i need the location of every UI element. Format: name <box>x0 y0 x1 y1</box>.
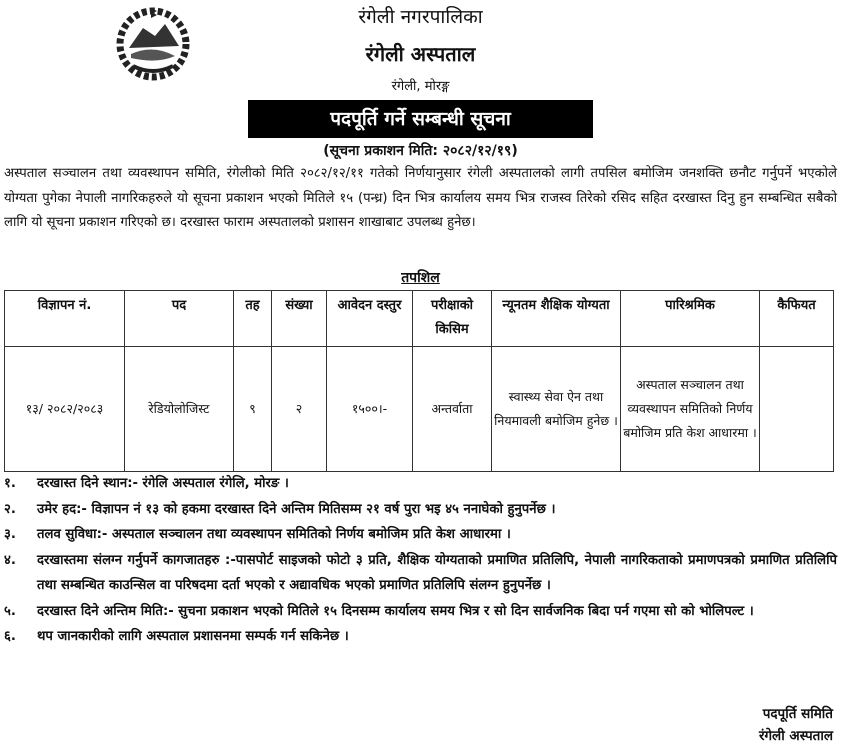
notes-list <box>4 471 837 650</box>
note-text: दरखास्त दिने स्थान:- रंगेलि अस्पताल रंगेलि, मोरङ । <box>37 476 289 491</box>
cell-count: २ <box>272 347 327 472</box>
header-post: पद <box>125 291 234 347</box>
cell-post: रेडियोलोजिस्ट <box>125 347 234 472</box>
cell-remarks <box>760 347 834 472</box>
note-number: ५. <box>4 603 16 619</box>
cell-fee: १५००।- <box>327 347 413 472</box>
vacancy-table <box>4 290 834 472</box>
note-text: दरखास्तमा संलग्न गर्नुपर्ने कागजातहरु :-पासपोर्ट साइजको फोटो ३ प्रति, शैक्षिक योग्यताको प्रमाणित प्रतिलिपि, नेपाली नागरिकताको प्रमाणपत्रको प्रमाणित प्रतिलिपि तथा सम्बन्धित काउन्सिल वा परिषदमा दर्ता भएको र अद्यावधिक भएको प्रमाणित प्रतिलिपि संलग्न हुनुपर्नेछ । <box>37 552 837 593</box>
note-text: तलव सुविधा:- अस्पताल सञ्चालन तथा व्यवस्थापन समितिको निर्णय बमोजिम प्रति केश आधारमा । <box>37 527 511 542</box>
header-fee: आवेदन दस्तुर <box>327 291 413 347</box>
table-row <box>5 347 834 472</box>
note-number: ६. <box>4 629 16 644</box>
header-level: तह <box>234 291 272 347</box>
note-number: ३. <box>4 527 16 542</box>
cell-remuneration: अस्पताल सञ्चालन तथा व्यवस्थापन समितिको निर्णय बमोजिम प्रति केश आधारमा । <box>621 347 760 472</box>
note-number: ४. <box>4 552 16 568</box>
note-text: उमेर हद:- विज्ञापन नं १३ को हकमा दरखास्त दिने अन्तिम मितिसम्म २१ वर्ष पुरा भइ ४५ ननाघेको हुनुपर्नेछ । <box>37 501 556 517</box>
intro-paragraph: अस्पताल सञ्चालन तथा व्यवस्थापन समिति, रंगेलीको मिति २०८२/१२/११ गतेको निर्णयानुसार रंगेली अस्पतालको लागी तपसिल बमोजिम जनशक्ति छनौट गर्नुपर्ने भएकोले योग्यता पुगेका नेपाली नागरिकहरुले यो सूचना प्रकाशन भएको मितिले १५ (पन्ध्र) दिन भित्र कार्यालय समय भित्र राजस्व तिरेको रसिद सहित दरखास्त दिनु हुन सम्बन्धित सबैको लागि यो सूचना प्रकाशन गरिएको छ। दरखास्त फाराम अस्पतालको प्रशासन शाखाबाट उपलब्ध हुनेछ। <box>4 166 837 230</box>
header-ad-no: विज्ञापन नं. <box>5 291 125 347</box>
cell-exam-type: अन्तर्वाता <box>413 347 492 472</box>
header-exam-type: परीक्षाको किसिम <box>413 291 492 347</box>
table-header-row <box>5 291 834 347</box>
note-item <box>4 522 837 548</box>
note-item <box>4 624 837 650</box>
publication-date: (सूचना प्रकाशन मिति: २०८२/१२/१९) <box>323 143 518 159</box>
note-number: १. <box>4 476 16 491</box>
note-item <box>4 497 837 523</box>
note-item <box>4 599 837 625</box>
location: रंगेली, मोरङ्ग <box>391 79 450 94</box>
hospital-name: रंगेली अस्पताल <box>365 42 476 66</box>
signature-committee: पदपूर्ति समिति <box>762 706 833 722</box>
cell-ad-no: १३/ २०८२/२०८३ <box>5 347 125 472</box>
note-text: थप जानकारीको लागि अस्पताल प्रशासनमा सम्पर्क गर्न सकिनेछ । <box>37 629 349 644</box>
cell-min-qualification: स्वास्थ्य सेवा ऐन तथा नियमावली बमोजिम हुनेछ । <box>492 347 621 472</box>
table-caption <box>0 268 841 288</box>
header-remarks: कैफियत <box>760 291 834 347</box>
municipality-name: रंगेली नगरपालिका <box>358 6 483 28</box>
note-item <box>4 548 837 599</box>
nepal-government-emblem-icon <box>107 6 199 82</box>
note-text: दरखास्त दिने अन्तिम मिति:- सुचना प्रकाशन भएको मितिले १५ दिनसम्म कार्यालय समय भित्र र सो दिन सार्वजनिक बिदा पर्न गएमा सो को भोलिपल्ट । <box>37 603 754 619</box>
cell-level: ९ <box>234 347 272 472</box>
signature-hospital: रंगेली अस्पताल <box>758 728 833 744</box>
header-remuneration: पारिश्रमिक <box>621 291 760 347</box>
table-caption-text: तपशिल <box>401 270 440 286</box>
note-number: २. <box>4 501 16 517</box>
header-count: संख्या <box>272 291 327 347</box>
signature-block <box>759 703 833 747</box>
note-item <box>4 471 837 497</box>
notice-title: पदपूर्ति गर्ने सम्बन्धी सूचना <box>248 100 593 138</box>
header-min-qualification: न्यूनतम शैक्षिक योग्यता <box>492 291 621 347</box>
